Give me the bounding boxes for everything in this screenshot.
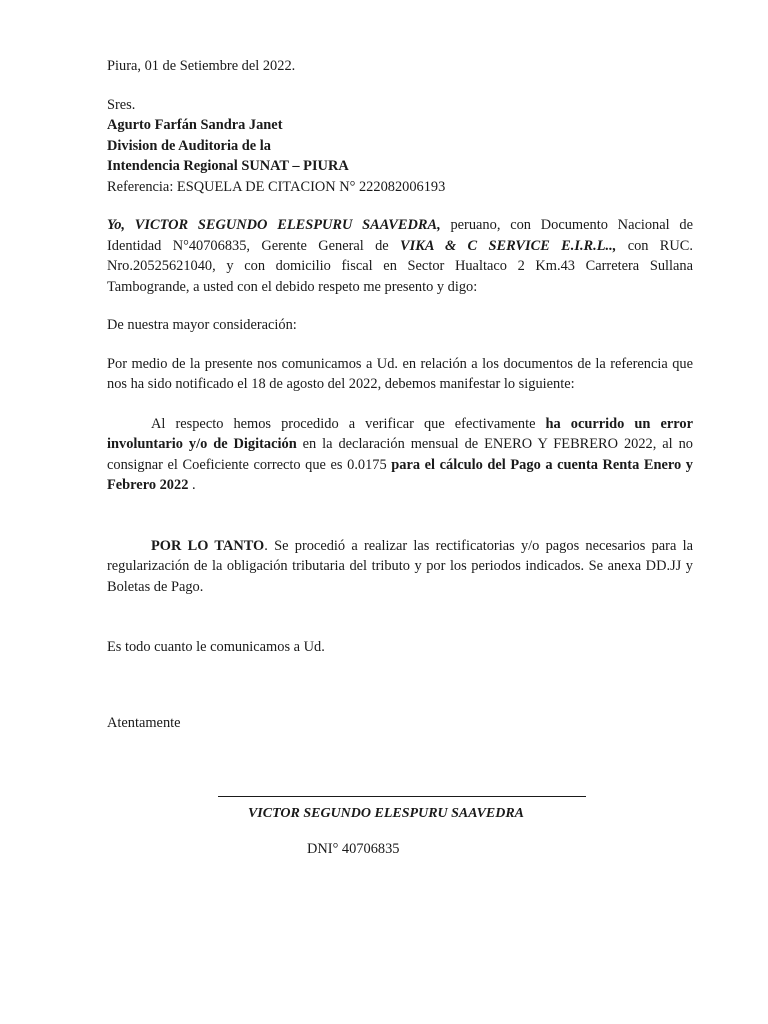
- signature-name: VICTOR SEGUNDO ELESPURU SAAVEDRA: [247, 806, 525, 821]
- para2-text-2: en la declaración mensual de ENERO Y FEBRERO 2022, al no consignar el Coeficiente correcto que es 0.0175: [107, 436, 693, 473]
- intro-company: VIKA & C SERVICE E.I.R.L..,: [400, 237, 617, 254]
- signature-line: [218, 796, 586, 797]
- recipient-name: Agurto Farfán Sandra Janet: [107, 117, 283, 133]
- intro-text-2: con RUC. Nro.20525621040, y con domicilio fiscal en Sector Hualtaco 2 Km.43 Carretera Sullana Tambogrande, a usted con el debido respeto me presento y digo:: [107, 237, 693, 295]
- reference-line: Referencia: ESQUELA DE CITACION N° 222082006193: [107, 178, 446, 195]
- para2-text-3: .: [188, 477, 196, 493]
- signature-dni: DNI° 40706835: [307, 841, 400, 857]
- intro-text-1: peruano, con Documento Nacional de Identidad N°40706835, Gerente General de: [107, 217, 693, 254]
- intro-paragraph: [107, 215, 693, 297]
- para2-bold-2: para el cálculo del Pago a cuenta Renta Enero y Febrero 2022: [107, 456, 693, 493]
- place-date: Piura, 01 de Setiembre del 2022.: [107, 58, 296, 74]
- para2-text-1: Al respecto hemos procedido a verificar que efectivamente: [151, 415, 546, 432]
- farewell: Atentamente: [107, 714, 181, 731]
- para2-bold-1: ha ocurrido un error involuntario y/o de Digitación: [107, 415, 693, 452]
- intro-name: VICTOR SEGUNDO ELESPURU SAAVEDRA,: [134, 217, 441, 233]
- recipient-office: Intendencia Regional SUNAT – PIURA: [107, 158, 349, 174]
- paragraph-2: [107, 414, 693, 496]
- closing-line: Es todo cuanto le comunicamos a Ud.: [107, 639, 325, 655]
- para3-text: . Se procedió a realizar las rectificatorias y/o pagos necesarios para la regularización de la obligación tributaria del tributo y por los periodos indicados. Se anexa DD.JJ y Boletas de Pago.: [107, 537, 693, 595]
- recipient-division: Division de Auditoria de la: [107, 137, 271, 154]
- consideration-line: De nuestra mayor consideración:: [107, 317, 297, 333]
- salutation: Sres.: [107, 96, 136, 113]
- intro-yo: Yo,: [107, 217, 125, 233]
- letter-body: [107, 56, 693, 733]
- paragraph-1: Por medio de la presente nos comunicamos a Ud. en relación a los documentos de la referencia que nos ha sido notificado el 18 de agosto del 2022, debemos manifestar lo siguiente:: [107, 355, 693, 392]
- para3-bold: POR LO TANTO: [151, 537, 265, 554]
- paragraph-3: [107, 536, 693, 598]
